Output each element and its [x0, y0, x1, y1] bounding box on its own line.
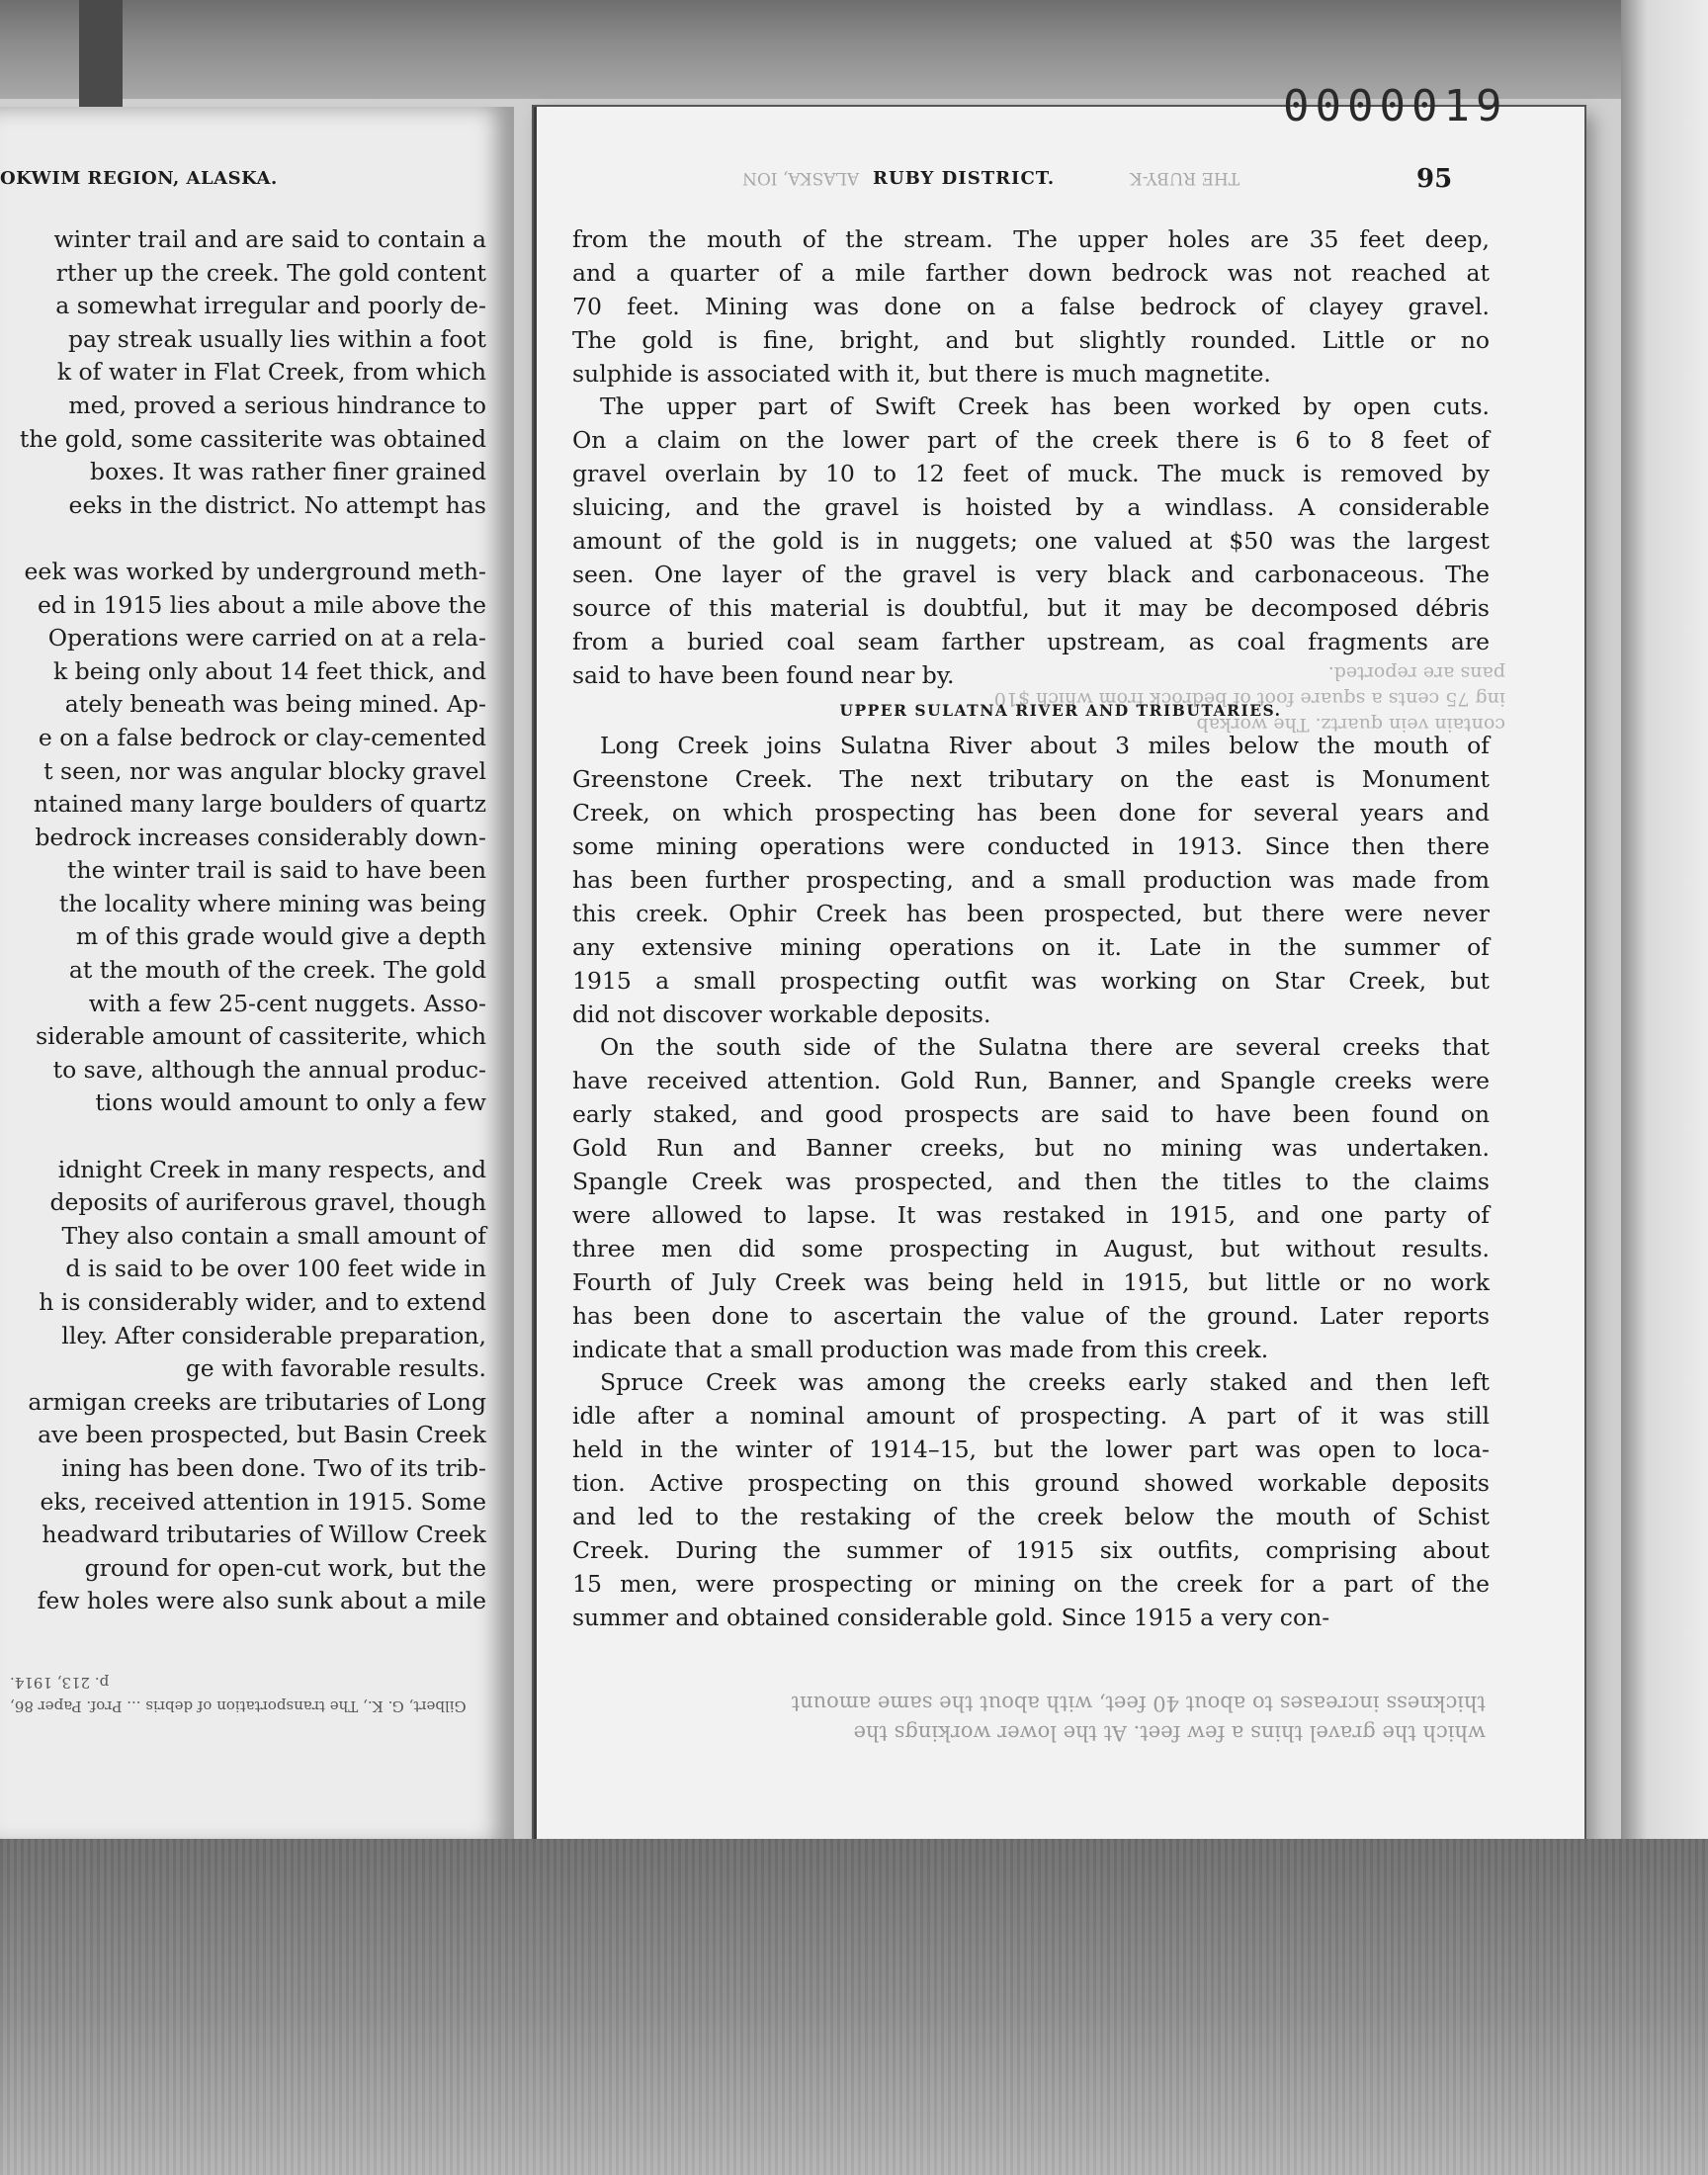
text-line [0, 1120, 486, 1154]
text-line: boxes. It was rather finer grained [90, 458, 486, 486]
paragraph-4 [572, 1031, 1490, 1366]
text-line: deposits of auriferous gravel, though [49, 1188, 486, 1217]
bleed-through-head: ALASKA, ION [742, 168, 860, 188]
bleed-through-line: contain vein quartz. The workab [1196, 714, 1505, 736]
text-line: bedrock increases considerably down- [35, 823, 486, 851]
text-line: lley. After considerable preparation, [61, 1321, 486, 1349]
bleed-through-line: thickness increases to about 40 feet, with about the same amount [791, 1692, 1486, 1715]
text-line: have received attention. Gold Run, Banner, and Spangle creeks were [572, 1067, 1490, 1095]
text-line: ately beneath was being mined. Ap- [64, 690, 486, 719]
text-line: the winter trail is said to have been [67, 856, 486, 885]
text-line: tion. Active prospecting on this ground showed workable deposits [572, 1469, 1490, 1498]
bleed-through-head-right: THE RUBY-K [1130, 168, 1240, 188]
running-head-title: RUBY DISTRICT. [873, 168, 1056, 189]
text-line: tions would amount to only a few [95, 1088, 486, 1117]
text-line: and a quarter of a mile farther down bedrock was not reached at [572, 258, 1490, 287]
scanner-clip [79, 0, 123, 109]
paragraph-2 [572, 391, 1490, 692]
text-line [0, 522, 486, 556]
text-line: Creek, on which prospecting has been done for several years and [572, 799, 1490, 827]
text-line: Long Creek joins Sulatna River about 3 miles below the mouth of [600, 732, 1490, 760]
text-line: 70 feet. Mining was done on a false bedrock of clayey gravel. [572, 292, 1490, 320]
text-line: headward tributaries of Willow Creek [42, 1521, 486, 1549]
text-line: ave been prospected, but Basin Creek [38, 1421, 486, 1449]
text-line: indicate that a small production was made from this creek. [572, 1335, 1269, 1363]
text-line: 15 men, were prospecting or mining on the creek for a part of the [572, 1569, 1490, 1598]
text-line: ed in 1915 lies about a mile above the [37, 590, 486, 619]
text-line: this creek. Ophir Creek has been prospected, but there were never [572, 899, 1490, 927]
body-text [572, 223, 1490, 1635]
left-page [0, 107, 514, 1847]
text-line: eek was worked by underground meth- [24, 557, 486, 585]
text-line: amount of the gold is in nuggets; one valued at $50 was the largest [572, 527, 1490, 556]
text-line: rther up the creek. The gold content [55, 258, 486, 287]
text-line: held in the winter of 1914–15, but the lower part was open to loca- [572, 1436, 1490, 1464]
text-line: summer and obtained considerable gold. Since 1915 a very con- [572, 1603, 1330, 1631]
text-line: Spangle Creek was prospected, and then the titles to the claims [572, 1168, 1490, 1196]
text-line: idle after a nominal amount of prospecting. A part of it was still [572, 1402, 1490, 1431]
text-line: early staked, and good prospects are said to have been found on [572, 1100, 1490, 1129]
text-line: the gold, some cassiterite was obtained [19, 424, 486, 453]
text-line: The upper part of Swift Creek has been worked by open cuts. [600, 392, 1490, 421]
scanner-shadow-bottom [0, 1839, 1708, 2175]
text-line: source of this material is doubtful, but it may be decomposed débris [572, 593, 1490, 622]
text-line: ntained many large boulders of quartz [33, 790, 486, 819]
text-line: ground for open-cut work, but the [84, 1553, 486, 1582]
paragraph-3 [572, 730, 1490, 1031]
text-line: d is said to be over 100 feet wide in [65, 1255, 486, 1283]
paragraph-1 [572, 223, 1490, 391]
text-line: siderable amount of cassiterite, which [36, 1022, 486, 1051]
text-line: Fourth of July Creek was being held in 1915, but little or no work [572, 1267, 1490, 1296]
page-number: 95 [1416, 164, 1453, 194]
text-line: med, proved a serious hindrance to [68, 391, 486, 419]
bleed-through-line: pans are reported. [1327, 662, 1505, 684]
text-line: 1915 a small prospecting outfit was working on Star Creek, but [572, 966, 1490, 995]
text-line: from the mouth of the stream. The upper holes are 35 feet deep, [572, 225, 1490, 253]
text-line: On the south side of the Sulatna there are several creeks that [600, 1033, 1490, 1062]
paragraph-5 [572, 1366, 1490, 1634]
text-line: with a few 25-cent nuggets. Asso- [88, 989, 486, 1017]
running-head [537, 164, 1584, 198]
text-line: ge with favorable results. [185, 1354, 486, 1383]
text-line: ining has been done. Two of its trib- [61, 1453, 486, 1482]
text-line: a somewhat irregular and poorly de- [55, 292, 486, 320]
text-line: has been further prospecting, and a small production was made from [572, 866, 1490, 895]
text-line: eks, received attention in 1915. Some [40, 1487, 486, 1516]
text-line: e on a false bedrock or clay-cemented [38, 723, 486, 751]
left-running-head: OKWIM REGION, ALASKA. [0, 168, 278, 189]
text-line: were allowed to lapse. It was restaked in 1915, and one party of [572, 1200, 1490, 1229]
text-line: t seen, nor was angular blocky gravel [43, 756, 486, 785]
text-line: sulphide is associated with it, but there is much magnetite. [572, 359, 1271, 388]
left-footnote: Gilbert, G. K., The transportation of debris ... Prof. Paper 86, p. 213, 1914. [10, 1674, 467, 1715]
document-stamp: 0000019 [1283, 81, 1508, 131]
text-line: sluicing, and the gravel is hoisted by a windlass. A considerable [572, 493, 1490, 522]
text-line: Operations were carried on at a rela- [47, 624, 486, 652]
bleed-through-line: which the gravel thins a few feet. At the lower workings the [853, 1721, 1486, 1745]
text-line: The gold is fine, bright, and but slightly rounded. Little or no [572, 325, 1490, 354]
text-line: pay streak usually lies within a foot [68, 324, 486, 353]
text-line: m of this grade would give a depth [75, 922, 486, 951]
text-line: They also contain a small amount of [61, 1221, 486, 1250]
text-line: some mining operations were conducted in 1913. Since then there [572, 832, 1490, 861]
left-page-text [0, 223, 486, 1618]
text-line: three men did some prospecting in August, but without results. [572, 1234, 1490, 1262]
text-line: h is considerably wider, and to extend [39, 1288, 486, 1316]
bleed-through-text-bottom [576, 1689, 1486, 1748]
text-line: few holes were also sunk about a mile [37, 1587, 486, 1615]
text-line: from a buried coal seam farther upstream, as coal fragments are [572, 627, 1490, 655]
text-line: Spruce Creek was among the creeks early staked and then left [600, 1368, 1490, 1397]
text-line: On a claim on the lower part of the creek there is 6 to 8 feet of [572, 426, 1490, 455]
section-heading: UPPER SULATNA RIVER AND TRIBUTARIES. [839, 701, 1282, 721]
text-line: gravel overlain by 10 to 12 feet of muck. The muck is removed by [572, 460, 1490, 488]
text-line: armigan creeks are tributaries of Long [28, 1387, 486, 1416]
text-line: Gold Run and Banner creeks, but no mining was undertaken. [572, 1134, 1490, 1163]
right-page [534, 81, 1584, 1847]
text-line: the locality where mining was being [58, 889, 486, 917]
text-line: did not discover workable deposits. [572, 1000, 991, 1028]
text-line: Creek. During the summer of 1915 six outfits, comprising about [572, 1535, 1490, 1564]
text-line: winter trail and are said to contain a [53, 225, 486, 253]
text-line: eeks in the district. No attempt has [68, 490, 486, 519]
text-line: idnight Creek in many respects, and [57, 1155, 486, 1183]
text-line: k of water in Flat Creek, from which [56, 358, 486, 387]
text-line: at the mouth of the creek. The gold [68, 956, 486, 985]
text-line: Greenstone Creek. The next tributary on the east is Monument [572, 765, 1490, 794]
text-line: seen. One layer of the gravel is very black and carbonaceous. The [572, 560, 1490, 588]
text-line: has been done to ascertain the value of the ground. Later reports [572, 1301, 1490, 1330]
text-line: said to have been found near by. [572, 660, 955, 689]
text-line: and led to the restaking of the creek below the mouth of Schist [572, 1502, 1490, 1530]
text-line: k being only about 14 feet thick, and [52, 656, 486, 685]
text-line: to save, although the annual produc- [52, 1055, 486, 1084]
text-line: any extensive mining operations on it. Late in the summer of [572, 932, 1490, 961]
bleed-through-line: ing 75 cents a square foot of bedrock from which $10 [993, 688, 1505, 710]
